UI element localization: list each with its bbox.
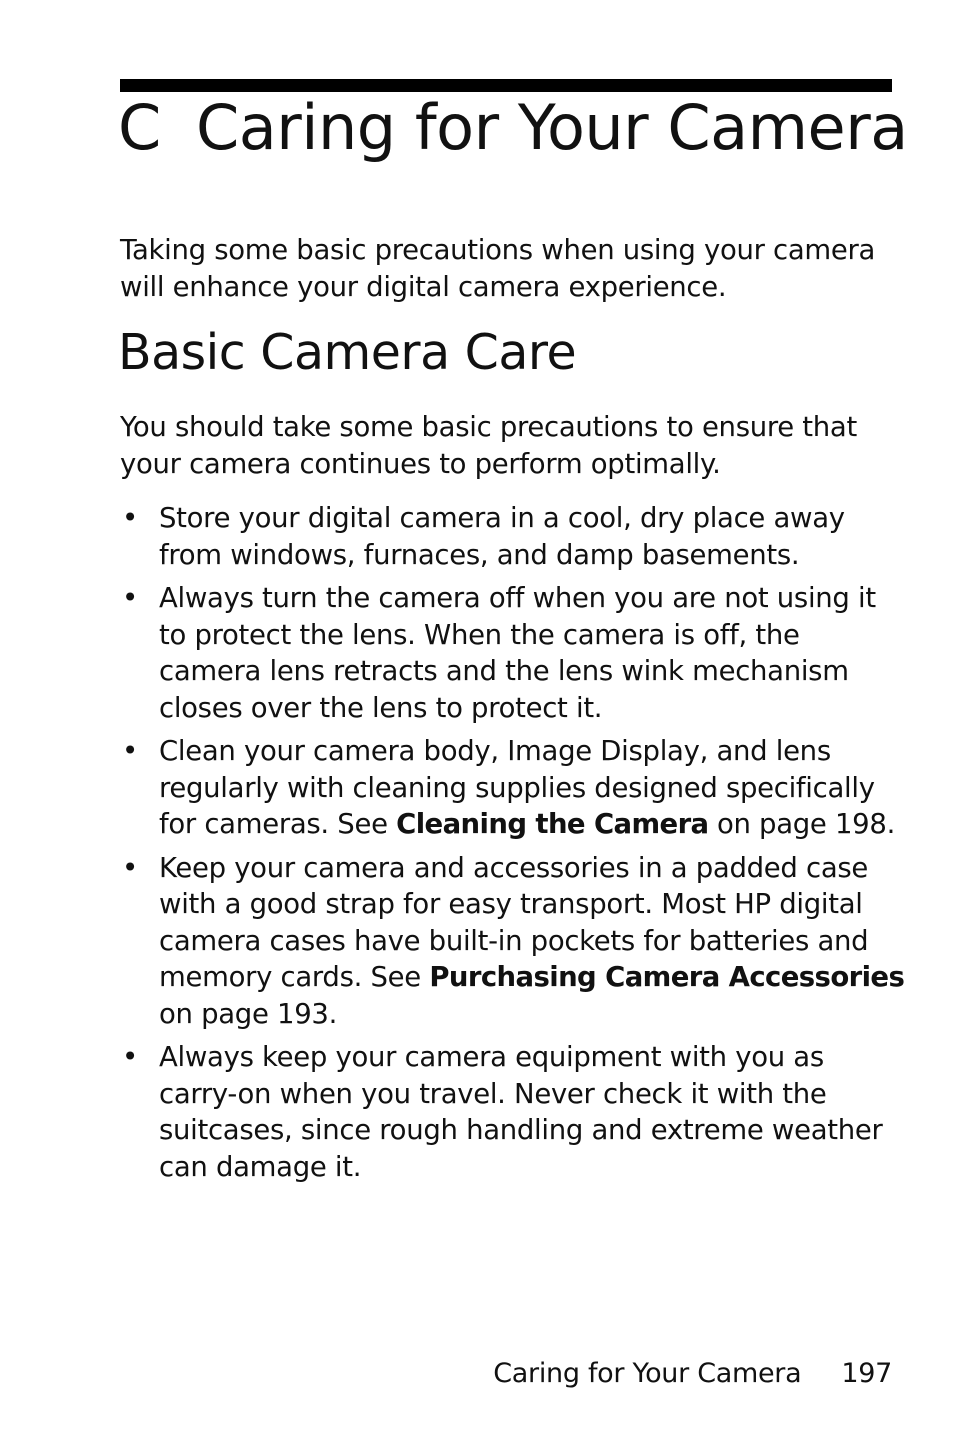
section-title: Basic Camera Care — [118, 324, 577, 381]
list-item — [120, 500, 910, 573]
precautions-list — [120, 500, 910, 1192]
page-number: 197 — [841, 1358, 892, 1389]
cross-reference-link[interactable]: Purchasing Camera Accessories — [429, 961, 905, 993]
list-item-text: Store your digital camera in a cool, dry place away from windows, furnaces, and damp basements. — [159, 502, 845, 571]
bullet-icon: • — [122, 851, 138, 884]
chapter-intro: Taking some basic precautions when using your camera will enhance your digital camera experience. — [120, 234, 876, 303]
list-item — [120, 733, 910, 843]
list-item — [120, 850, 910, 1033]
bullet-icon: • — [122, 1041, 138, 1073]
list-item — [120, 580, 910, 726]
chapter-letter: C — [118, 91, 161, 164]
page-footer — [493, 1356, 892, 1392]
bullet-icon: • — [122, 735, 138, 767]
bullet-icon: • — [122, 582, 138, 614]
bullet-icon: • — [122, 502, 138, 534]
list-item-text: on page 193. — [159, 997, 338, 1030]
running-title: Caring for Your Camera — [493, 1358, 802, 1389]
chapter-title-text: Caring for Your Camera — [196, 91, 908, 164]
cross-reference-link[interactable]: Cleaning the Camera — [396, 808, 709, 840]
list-item-text: on page 198. — [708, 808, 896, 840]
section-intro: You should take some basic precautions to ensure that your camera continues to perform optimally. — [120, 411, 857, 480]
chapter-title — [118, 92, 908, 164]
list-item-text: Keep your camera and accessories in a padded case with a good strap for easy transport. Most HP digital camera cases have built-in pockets for batteries and memory cards. See — [159, 851, 869, 993]
list-item-text: Always turn the camera off when you are not using it to protect the lens. When the camera is off, the camera lens retracts and the lens wink mechanism closes over the lens to protect it. — [159, 582, 876, 724]
list-item — [120, 1039, 910, 1185]
list-item-text: Always keep your camera equipment with you as carry-on when you travel. Never check it with the suitcases, since rough handling and extreme weather can damage it. — [159, 1041, 883, 1183]
list-item-text: Clean your camera body, Image Display, and lens regularly with cleaning supplies designed specifically for cameras. See — [159, 735, 875, 840]
